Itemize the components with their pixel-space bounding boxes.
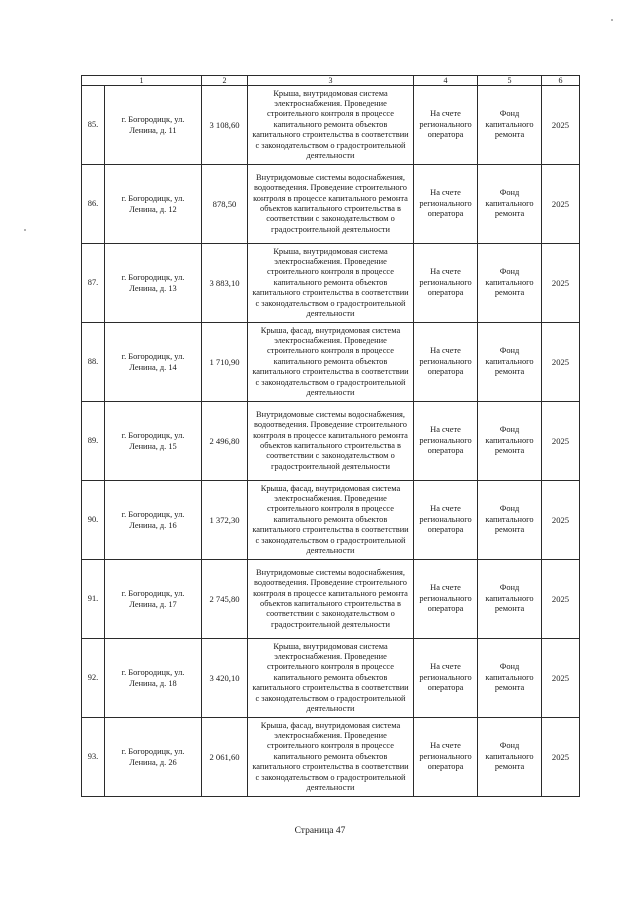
repair-works: Крыша, внутридомовая система электроснабжения. Проведение строительного контроля в процессе капитального ремонта объектов капитального строительства в соответствии с законодательством о градостроительной деятельности: [248, 639, 414, 718]
row-number: 86.: [82, 165, 105, 244]
repair-schedule-table: [81, 75, 580, 797]
building-area: 3 108,60: [202, 86, 248, 165]
account-type: На счете регионального оператора: [414, 718, 478, 797]
repair-works: Внутридомовые системы водоснабжения, водоотведения. Проведение строительного контроля в процессе капитального ремонта объектов капитального строительства в соответствии с законодательством о градостроительной деятельности: [248, 165, 414, 244]
row-number: 88.: [82, 323, 105, 402]
repair-works: Крыша, фасад, внутридомовая система электроснабжения. Проведение строительного контроля в процессе капитального ремонта объектов капитального строительства в соответствии с законодательством о градостроительной деятельности: [248, 323, 414, 402]
building-address: г. Богородицк, ул. Ленина, д. 15: [105, 402, 202, 481]
account-type: На счете регионального оператора: [414, 402, 478, 481]
building-area: 2 745,80: [202, 560, 248, 639]
table-row: [82, 718, 580, 797]
building-address: г. Богородицк, ул. Ленина, д. 11: [105, 86, 202, 165]
table-row: [82, 86, 580, 165]
repair-works: Крыша, внутридомовая система электроснабжения. Проведение строительного контроля в процессе капитального ремонта объектов капитального строительства в соответствии с законодательством о градостроительной деятельности: [248, 244, 414, 323]
building-area: 1 710,90: [202, 323, 248, 402]
column-number-3: 3: [248, 76, 414, 86]
column-number-6: 6: [542, 76, 580, 86]
account-type: На счете регионального оператора: [414, 639, 478, 718]
account-type: На счете регионального оператора: [414, 323, 478, 402]
building-address: г. Богородицк, ул. Ленина, д. 13: [105, 244, 202, 323]
funding-source: Фонд капитального ремонта: [478, 165, 542, 244]
building-address: г. Богородицк, ул. Ленина, д. 16: [105, 481, 202, 560]
scan-speck: [24, 229, 26, 231]
repair-works: Внутридомовые системы водоснабжения, водоотведения. Проведение строительного контроля в процессе капитального ремонта объектов капитального строительства в соответствии с законодательством о градостроительной деятельности: [248, 560, 414, 639]
repair-year: 2025: [542, 718, 580, 797]
building-area: 3 420,10: [202, 639, 248, 718]
repair-year: 2025: [542, 323, 580, 402]
building-address: г. Богородицк, ул. Ленина, д. 14: [105, 323, 202, 402]
table-row: [82, 560, 580, 639]
funding-source: Фонд капитального ремонта: [478, 323, 542, 402]
page-number: Страница 47: [294, 826, 346, 836]
account-type: На счете регионального оператора: [414, 244, 478, 323]
account-type: На счете регионального оператора: [414, 481, 478, 560]
row-number: 90.: [82, 481, 105, 560]
repair-year: 2025: [542, 165, 580, 244]
table-row: [82, 165, 580, 244]
building-area: 3 883,10: [202, 244, 248, 323]
funding-source: Фонд капитального ремонта: [478, 86, 542, 165]
account-type: На счете регионального оператора: [414, 86, 478, 165]
column-number-2: 2: [202, 76, 248, 86]
column-number-row: [82, 76, 580, 86]
building-area: 2 496,80: [202, 402, 248, 481]
account-type: На счете регионального оператора: [414, 165, 478, 244]
repair-year: 2025: [542, 244, 580, 323]
building-address: г. Богородицк, ул. Ленина, д. 17: [105, 560, 202, 639]
row-number: 85.: [82, 86, 105, 165]
funding-source: Фонд капитального ремонта: [478, 560, 542, 639]
building-address: г. Богородицк, ул. Ленина, д. 26: [105, 718, 202, 797]
funding-source: Фонд капитального ремонта: [478, 718, 542, 797]
table-row: [82, 323, 580, 402]
funding-source: Фонд капитального ремонта: [478, 244, 542, 323]
repair-year: 2025: [542, 481, 580, 560]
column-number-1: 1: [82, 76, 202, 86]
row-number: 89.: [82, 402, 105, 481]
table-row: [82, 481, 580, 560]
building-address: г. Богородицк, ул. Ленина, д. 18: [105, 639, 202, 718]
row-number: 93.: [82, 718, 105, 797]
table-row: [82, 402, 580, 481]
row-number: 92.: [82, 639, 105, 718]
repair-year: 2025: [542, 402, 580, 481]
repair-year: 2025: [542, 560, 580, 639]
repair-works: Внутридомовые системы водоснабжения, водоотведения. Проведение строительного контроля в процессе капитального ремонта объектов капитального строительства в соответствии с законодательством о градостроительной деятельности: [248, 402, 414, 481]
building-area: 1 372,30: [202, 481, 248, 560]
repair-year: 2025: [542, 86, 580, 165]
repair-works: Крыша, фасад, внутридомовая система электроснабжения. Проведение строительного контроля в процессе капитального ремонта объектов капитального строительства в соответствии с законодательством о градостроительной деятельности: [248, 718, 414, 797]
building-area: 2 061,60: [202, 718, 248, 797]
row-number: 87.: [82, 244, 105, 323]
row-number: 91.: [82, 560, 105, 639]
column-number-5: 5: [478, 76, 542, 86]
column-number-4: 4: [414, 76, 478, 86]
table-row: [82, 639, 580, 718]
building-address: г. Богородицк, ул. Ленина, д. 12: [105, 165, 202, 244]
funding-source: Фонд капитального ремонта: [478, 639, 542, 718]
repair-works: Крыша, внутридомовая система электроснабжения. Проведение строительного контроля в процессе капитального ремонта объектов капитального строительства в соответствии с законодательством о градостроительной деятельности: [248, 86, 414, 165]
funding-source: Фонд капитального ремонта: [478, 402, 542, 481]
repair-year: 2025: [542, 639, 580, 718]
account-type: На счете регионального оператора: [414, 560, 478, 639]
building-area: 878,50: [202, 165, 248, 244]
table-row: [82, 244, 580, 323]
funding-source: Фонд капитального ремонта: [478, 481, 542, 560]
repair-works: Крыша, фасад, внутридомовая система электроснабжения. Проведение строительного контроля в процессе капитального ремонта объектов капитального строительства в соответствии с законодательством о градостроительной деятельности: [248, 481, 414, 560]
scan-speck: [611, 19, 613, 21]
